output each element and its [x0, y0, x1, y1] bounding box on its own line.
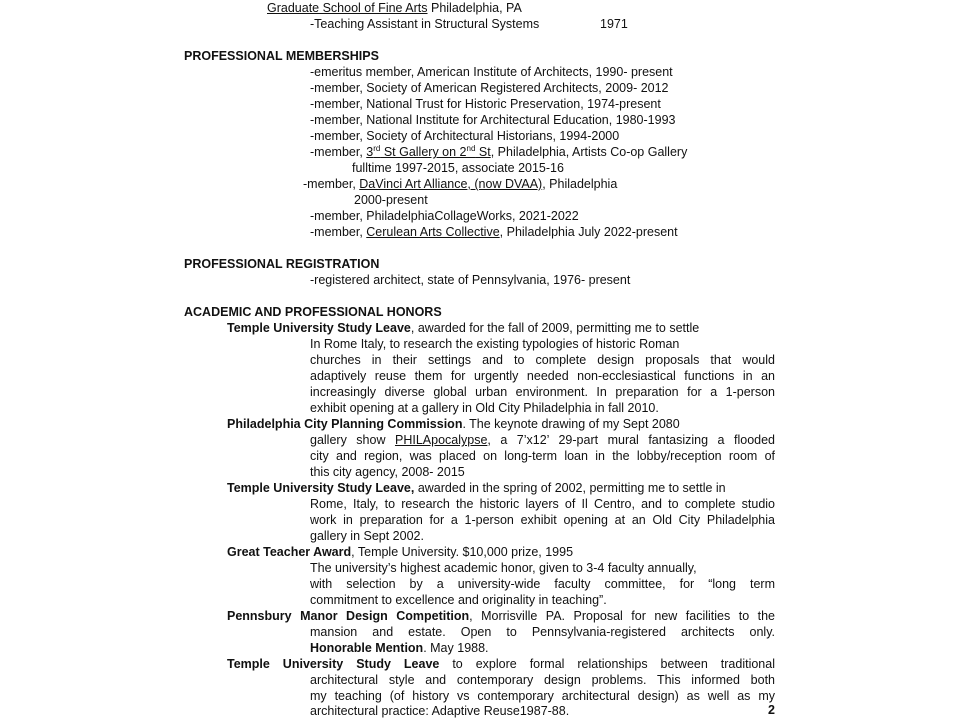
registration-heading: PROFESSIONAL REGISTRATION: [184, 257, 380, 271]
honor-title: Temple University Study Leave: [227, 657, 440, 671]
honor-title: Temple University Study Leave,: [227, 481, 415, 495]
membership-item: -member, PhiladelphiaCollageWorks, 2021-2022: [310, 209, 579, 223]
honor-title-line: [227, 608, 775, 624]
honor-text: commitment to excellence and originality in teaching”.: [310, 593, 607, 607]
honor-detail: . The keynote drawing of my Sept 2080: [462, 417, 680, 431]
honor-title-line: [227, 656, 775, 672]
honor-text: work in preparation for a 1-person exhibit opening at an Old City Philadelphia: [310, 513, 775, 527]
registration-item: -registered architect, state of Pennsylvania, 1976- present: [310, 273, 631, 287]
ta-year: 1971: [600, 17, 628, 31]
membership-suffix: , Philadelphia, Artists Co-op Gallery: [490, 145, 688, 159]
teaching-assistant-line: [310, 16, 539, 32]
philapocalypse-link[interactable]: PHILApocalypse: [394, 433, 488, 447]
honor-detail: , awarded for the fall of 2009, permitting me to settle: [410, 321, 700, 335]
honor-text: Rome, Italy, to research the historic layers of Il Centro, and to complete studio: [310, 497, 775, 511]
honor-text: mansion and estate. Open to Pennsylvania-registered architects only.: [310, 625, 775, 639]
honor-text: architectural practice: Adaptive Reuse1987-88.: [310, 704, 570, 718]
school-line: [267, 0, 522, 16]
cerulean-link[interactable]: Cerulean Arts Collective: [366, 225, 500, 239]
honor-text: exhibit opening at a gallery in Old City Philadelphia in fall 2010.: [310, 401, 659, 415]
membership-prefix: -member,: [310, 225, 367, 239]
honor-text: architectural style and contemporary design problems. This informed both: [310, 673, 775, 687]
honor-title: Temple University Study Leave: [227, 321, 411, 335]
memberships-heading: PROFESSIONAL MEMBERSHIPS: [184, 49, 379, 63]
honor-text: gallery in Sept 2002.: [310, 529, 424, 543]
honor-text: The university’s highest academic honor, given to 3-4 faculty annually,: [310, 561, 697, 575]
membership-suffix: , Philadelphia July 2022-present: [499, 225, 678, 239]
gallery-link[interactable]: 3rd St Gallery on 2nd St: [366, 144, 491, 159]
honor-text: Honorable Mention. May 1988.: [310, 641, 489, 655]
page-number: 2: [768, 703, 775, 717]
membership-item: -member, National Institute for Architectural Education, 1980-1993: [310, 113, 676, 127]
ta-text: -Teaching Assistant in Structural Systems: [310, 17, 540, 31]
honor-text: In Rome Italy, to research the existing typologies of historic Roman: [310, 337, 680, 351]
honor-title: Pennsbury Manor Design Competition: [227, 609, 470, 623]
honor-text: gallery show PHILApocalypse, a 7’x12’ 29-part mural fantasizing a flooded: [310, 433, 776, 447]
membership-continuation: 2000-present: [354, 193, 428, 207]
honor-detail: , Morrisville PA. Proposal for new facilities to the: [469, 609, 775, 623]
membership-item: [310, 144, 687, 160]
honor-text: my teaching (of history vs contemporary architectural design) as well as my: [310, 689, 775, 703]
honor-title-line: [227, 480, 726, 496]
membership-prefix: -member,: [310, 145, 367, 159]
davinci-link[interactable]: DaVinci Art Alliance, (now DVAA): [359, 177, 543, 191]
honor-text: adaptively reuse them for urgently needed non-ecclesiastical functions in an: [310, 369, 775, 383]
honorable-mention: Honorable Mention: [310, 641, 424, 655]
honor-detail: awarded in the spring of 2002, permitting me to settle in: [414, 481, 726, 495]
honor-detail: , Temple University. $10,000 prize, 1995: [351, 545, 574, 559]
honors-heading: ACADEMIC AND PROFESSIONAL HONORS: [184, 305, 442, 319]
membership-item: -member, Society of American Registered Architects, 2009- 2012: [310, 81, 669, 95]
membership-suffix: , Philadelphia: [542, 177, 618, 191]
honor-title-line: [227, 320, 699, 336]
honor-title: Great Teacher Award: [227, 545, 352, 559]
honor-detail: to explore formal relationships between traditional: [439, 657, 775, 671]
membership-item: [310, 224, 678, 240]
honor-text: churches in their settings and to complete design proposals that would: [310, 353, 775, 367]
honor-title-line: [227, 416, 680, 432]
school-link[interactable]: Graduate School of Fine Arts: [267, 1, 428, 15]
honor-text: with selection by a university-wide faculty committee, for “long term: [310, 577, 775, 591]
honor-text: city and region, was placed on long-term loan in the lobby/reception room of: [310, 449, 775, 463]
membership-prefix: -member,: [303, 177, 360, 191]
school-location: Philadelphia, PA: [427, 1, 522, 15]
membership-continuation: fulltime 1997-2015, associate 2015-16: [352, 161, 564, 175]
honor-text: this city agency, 2008- 2015: [310, 465, 465, 479]
membership-item: -emeritus member, American Institute of Architects, 1990- present: [310, 65, 673, 79]
membership-item: [303, 176, 617, 192]
honor-title-line: [227, 544, 573, 560]
membership-item: -member, National Trust for Historic Preservation, 1974-present: [310, 97, 661, 111]
honor-text: increasingly diverse global urban environment. In preparation for a 1-person: [310, 385, 775, 399]
membership-item: -member, Society of Architectural Historians, 1994-2000: [310, 129, 620, 143]
honor-title: Philadelphia City Planning Commission: [227, 417, 463, 431]
